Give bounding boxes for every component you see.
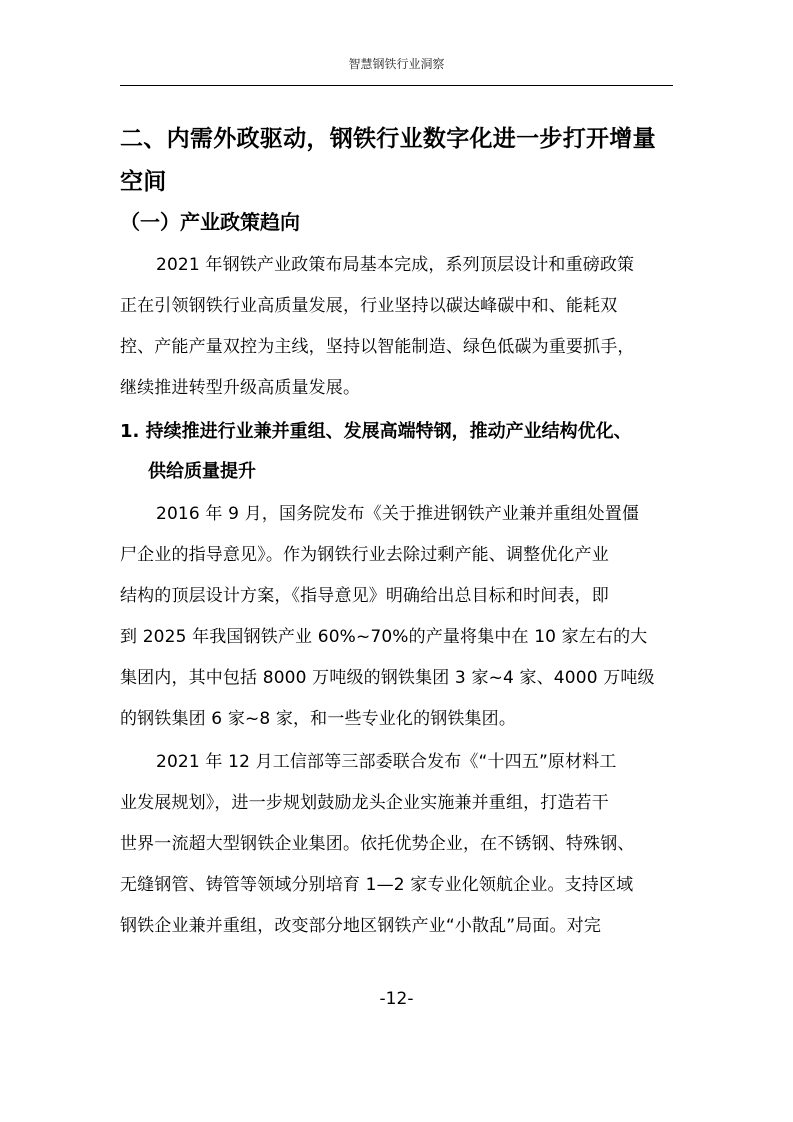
para1-line-5: 集团内，其中包括 8000 万吨级的钢铁集团 3 家~4 家、4000 万吨级 xyxy=(120,668,655,688)
intro-line-1: 2021 年钢铁产业政策布局基本完成，系列顶层设计和重磅政策 xyxy=(156,255,635,275)
header-title: 智慧钢铁行业洞察 xyxy=(348,57,445,71)
para2-line-3: 世界一流超大型钢铁企业集团。依托优势企业，在不锈钢、特殊钢、 xyxy=(120,834,635,854)
para2-line-5: 钢铁企业兼并重组，改变部分地区钢铁产业“小散乱”局面。对完 xyxy=(120,916,601,936)
para1-line-1: 2016 年 9 月，国务院发布《关于推进钢铁产业兼并重组处置僵 xyxy=(156,504,640,524)
para2-line-2: 业发展规划》，进一步规划鼓励龙头企业实施兼并重组，打造若干 xyxy=(120,793,609,813)
section-title-line-1: 二、内需外政驱动，钢铁行业数字化进一步打开增量 xyxy=(120,126,656,152)
item1-title-line-2: 供给质量提升 xyxy=(148,461,256,482)
intro-line-2: 正在引领钢铁行业高质量发展，行业坚持以碳达峰碳中和、能耗双 xyxy=(120,296,618,316)
para2-line-1: 2021 年 12 月工信部等三部委联合发布《“十四五”原材料工 xyxy=(156,752,617,772)
item1-title-line-1: 1. 持续推进行业兼并重组、发展高端特钢，推动产业结构优化、 xyxy=(120,421,632,442)
header-divider xyxy=(120,85,673,86)
para1-line-6: 的钢铁集团 6 家~8 家，和一些专业化的钢铁集团。 xyxy=(120,709,516,729)
page-number: -12- xyxy=(379,989,414,1009)
para1-line-4: 到 2025 年我国钢铁产业 60%~70%的产量将集中在 10 家左右的大 xyxy=(120,627,648,647)
section-title-line-2: 空间 xyxy=(120,169,167,195)
intro-line-3: 控、产能产量双控为主线，坚持以智能制造、绿色低碳为重要抓手， xyxy=(120,337,635,357)
para1-line-2: 尸企业的指导意见》。作为钢铁行业去除过剩产能、调整优化产业 xyxy=(120,545,609,565)
page-header xyxy=(120,0,673,86)
intro-line-4: 继续推进转型升级高质量发展。 xyxy=(120,378,361,398)
para1-line-3: 结构的顶层设计方案，《指导意见》明确给出总目标和时间表，即 xyxy=(120,586,609,606)
para2-line-4: 无缝钢管、铸管等领域分别培育 1—2 家专业化领航企业。支持区域 xyxy=(120,875,634,895)
subsection-title: （一）产业政策趋向 xyxy=(120,210,300,234)
